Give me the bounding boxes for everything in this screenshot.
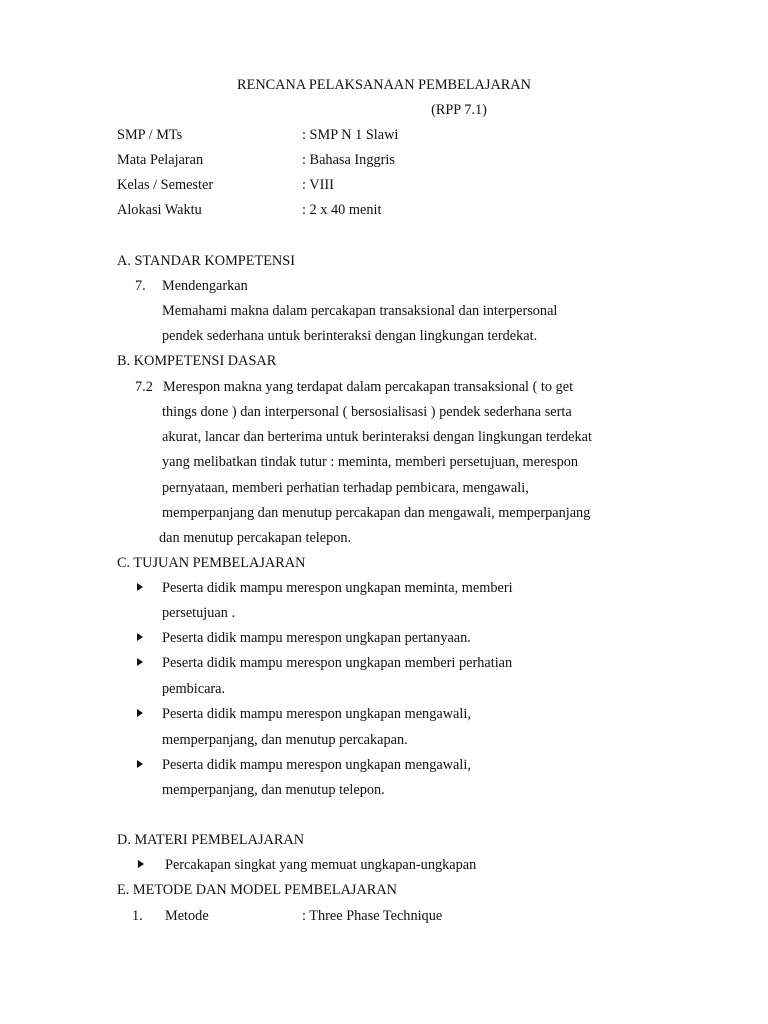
triangle-bullet-icon <box>137 658 143 666</box>
section-d-heading: D. MATERI PEMBELAJARAN <box>117 832 305 848</box>
identity-label-subject: Mata Pelajaran <box>117 152 204 168</box>
triangle-bullet-icon <box>137 709 143 717</box>
section-a-heading: A. STANDAR KOMPETENSI <box>117 253 295 269</box>
section-b-line: memperpanjang dan menutup percakapan dan mengawali, memperpanjang <box>162 505 591 521</box>
section-b-line: yang melibatkan tindak tutur : meminta, memberi persetujuan, merespon <box>162 454 579 470</box>
section-b-line: dan menutup percakapan telepon. <box>159 530 352 546</box>
identity-value-class: : VIII <box>302 177 334 193</box>
triangle-bullet-icon <box>137 760 143 768</box>
triangle-bullet-icon <box>137 583 143 591</box>
list-item-continuation: memperpanjang, dan menutup telepon. <box>162 782 385 798</box>
identity-value-subject: : Bahasa Inggris <box>302 152 395 168</box>
identity-value-time: : 2 x 40 menit <box>302 202 382 218</box>
triangle-bullet-icon <box>137 633 143 641</box>
section-e-label: Metode <box>165 908 209 924</box>
document-subtitle: (RPP 7.1) <box>431 102 487 118</box>
identity-value-school: : SMP N 1 Slawi <box>302 127 399 143</box>
section-a-number: 7. <box>135 278 146 294</box>
section-b-line: Merespon makna yang terdapat dalam percakapan transaksional ( to get <box>163 379 574 395</box>
triangle-bullet-icon <box>138 860 144 868</box>
section-a-item-title: Mendengarkan <box>162 278 248 294</box>
identity-label-school: SMP / MTs <box>117 127 183 143</box>
section-e-number: 1. <box>132 908 143 924</box>
list-item: Peserta didik mampu merespon ungkapan meminta, memberi <box>162 580 513 596</box>
section-b-heading: B. KOMPETENSI DASAR <box>117 353 277 369</box>
section-a-line: pendek sederhana untuk berinteraksi dengan lingkungan terdekat. <box>162 328 538 344</box>
section-b-number: 7.2 <box>135 379 153 395</box>
list-item: Peserta didik mampu merespon ungkapan memberi perhatian <box>162 655 513 671</box>
section-e-heading: E. METODE DAN MODEL PEMBELAJARAN <box>117 882 397 898</box>
document-title: RENCANA PELAKSANAAN PEMBELAJARAN <box>237 77 531 93</box>
section-b-line: pernyataan, memberi perhatian terhadap pembicara, mengawali, <box>162 480 529 496</box>
list-item-continuation: persetujuan . <box>162 605 236 621</box>
section-b-line: akurat, lancar dan berterima untuk berinteraksi dengan lingkungan terdekat <box>162 429 592 445</box>
section-e-value: : Three Phase Technique <box>302 908 443 924</box>
list-item: Peserta didik mampu merespon ungkapan pertanyaan. <box>162 630 471 646</box>
list-item-continuation: pembicara. <box>162 681 226 697</box>
list-item: Peserta didik mampu merespon ungkapan mengawali, <box>162 757 471 773</box>
section-a-line: Memahami makna dalam percakapan transaksional dan interpersonal <box>162 303 558 319</box>
identity-label-class: Kelas / Semester <box>117 177 214 193</box>
list-item: Percakapan singkat yang memuat ungkapan-ungkapan <box>165 857 477 873</box>
section-c-heading: C. TUJUAN PEMBELAJARAN <box>117 555 306 571</box>
identity-label-time: Alokasi Waktu <box>117 202 202 218</box>
section-b-line: things done ) dan interpersonal ( bersosialisasi ) pendek sederhana serta <box>162 404 572 420</box>
list-item-continuation: memperpanjang, dan menutup percakapan. <box>162 732 408 748</box>
list-item: Peserta didik mampu merespon ungkapan mengawali, <box>162 706 471 722</box>
